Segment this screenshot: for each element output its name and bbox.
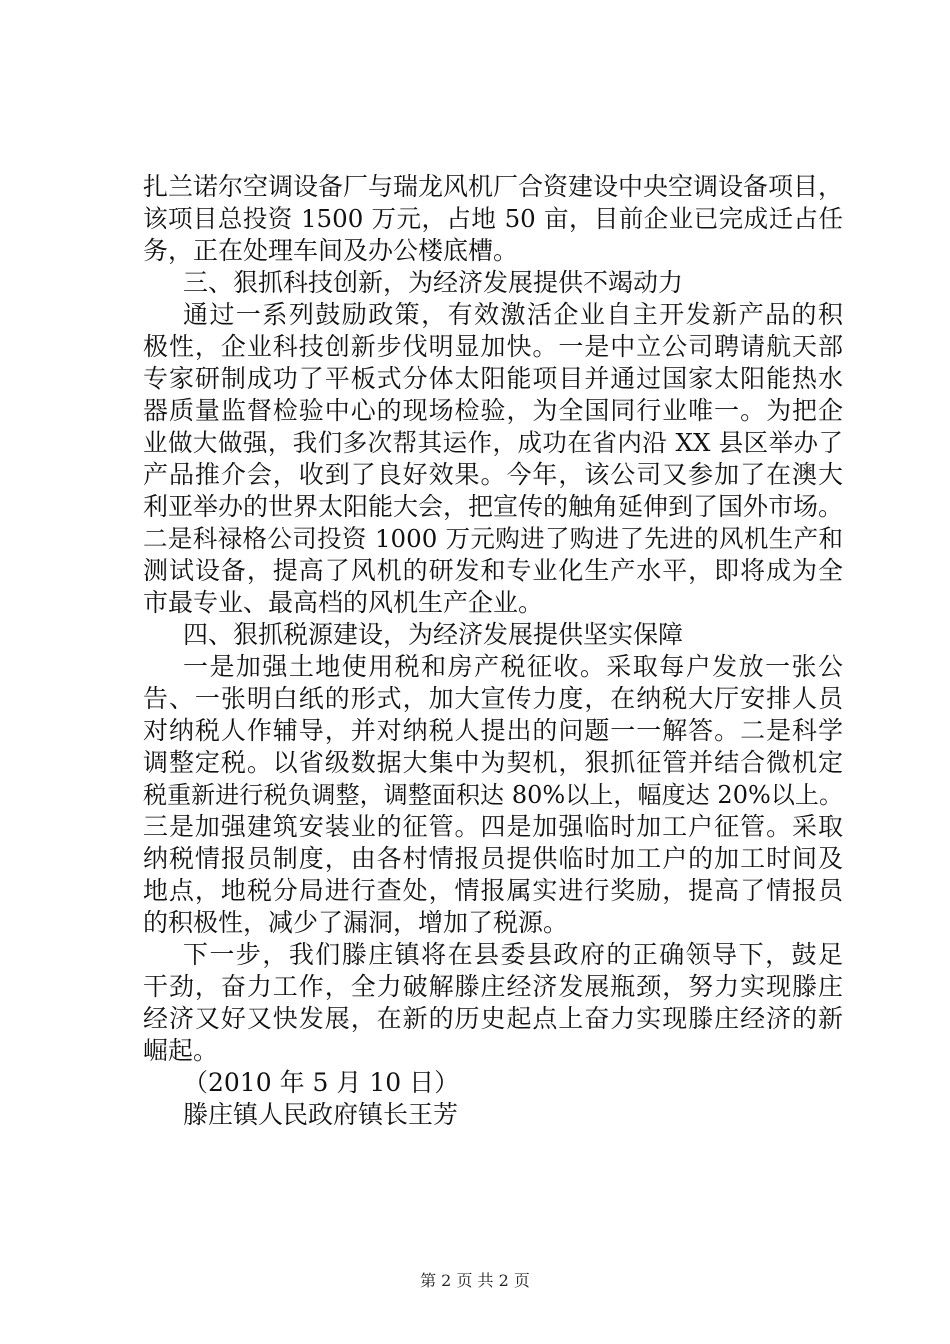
text-line: 调整定税。以省级数据大集中为契机，狠抓征管并结合微机定	[143, 748, 843, 777]
text-line: 税重新进行税负调整，调整面积达 80%以上，幅度达 20%以上。	[143, 781, 843, 809]
text-line: 经济又好又快发展，在新的历史起点上奋力实现滕庄经济的新	[143, 1004, 843, 1033]
text-line: 二是科禄格公司投资 1000 万元购进了购进了先进的风机生产和	[143, 524, 843, 553]
text-line: 该项目总投资 1500 万元，占地 50 亩，目前企业已完成迁占任	[143, 204, 843, 233]
text-line: 业做大做强，我们多次帮其运作，成功在省内沿 XX 县区举办了	[143, 428, 843, 457]
document-date: （2010 年 5 月 10 日）	[183, 1068, 460, 1097]
text-line: 务，正在处理车间及办公楼底槽。	[143, 236, 519, 265]
text-line: 的积极性，减少了漏洞，增加了税源。	[143, 908, 569, 937]
text-line: 市最专业、最高档的风机生产企业。	[143, 588, 544, 617]
text-line: 干劲，奋力工作，全力破解滕庄经济发展瓶颈，努力实现滕庄	[143, 972, 843, 1001]
text-line: 对纳税人作辅导，并对纳税人提出的问题一一解答。二是科学	[143, 716, 843, 745]
document-body	[143, 171, 843, 1131]
text-line: 告、一张明白纸的形式，加大宣传力度，在纳税大厅安排人员	[143, 684, 843, 713]
section-heading: 四、狠抓税源建设，为经济发展提供坚实保障	[183, 620, 684, 649]
text-line: 器质量监督检验中心的现场检验，为全国同行业唯一。为把企	[143, 396, 843, 425]
text-line: 专家研制成功了平板式分体太阳能项目并通过国家太阳能热水	[143, 364, 843, 393]
text-line: 地点，地税分局进行查处，情报属实进行奖励，提高了情报员	[143, 876, 843, 905]
text-line: 纳税情报员制度，由各村情报员提供临时加工户的加工时间及	[143, 844, 843, 873]
text-line: 崛起。	[143, 1036, 219, 1065]
page-number: 第 2 页 共 2 页	[420, 1271, 530, 1290]
text-line: 极性，企业科技创新步伐明显加快。一是中立公司聘请航天部	[143, 332, 843, 361]
text-line: 扎兰诺尔空调设备厂与瑞龙风机厂合资建设中央空调设备项目，	[143, 172, 844, 201]
text-line: 利亚举办的世界太阳能大会，把宣传的触角延伸到了国外市场。	[143, 492, 844, 521]
document-signature: 滕庄镇人民政府镇长王芳	[183, 1100, 459, 1129]
text-line: 产品推介会，收到了良好效果。今年，该公司又参加了在澳大	[143, 460, 843, 489]
text-line: 测试设备，提高了风机的研发和专业化生产水平，即将成为全	[143, 556, 843, 585]
section-heading: 三、狠抓科技创新，为经济发展提供不竭动力	[183, 268, 684, 297]
text-line: 下一步，我们滕庄镇将在县委县政府的正确领导下，鼓足	[183, 940, 843, 969]
text-line: 三是加强建筑安装业的征管。四是加强临时加工户征管。采取	[143, 812, 843, 841]
text-line: 通过一系列鼓励政策，有效激活企业自主开发新产品的积	[183, 300, 843, 329]
text-line: 一是加强土地使用税和房产税征收。采取每户发放一张公	[183, 652, 843, 681]
